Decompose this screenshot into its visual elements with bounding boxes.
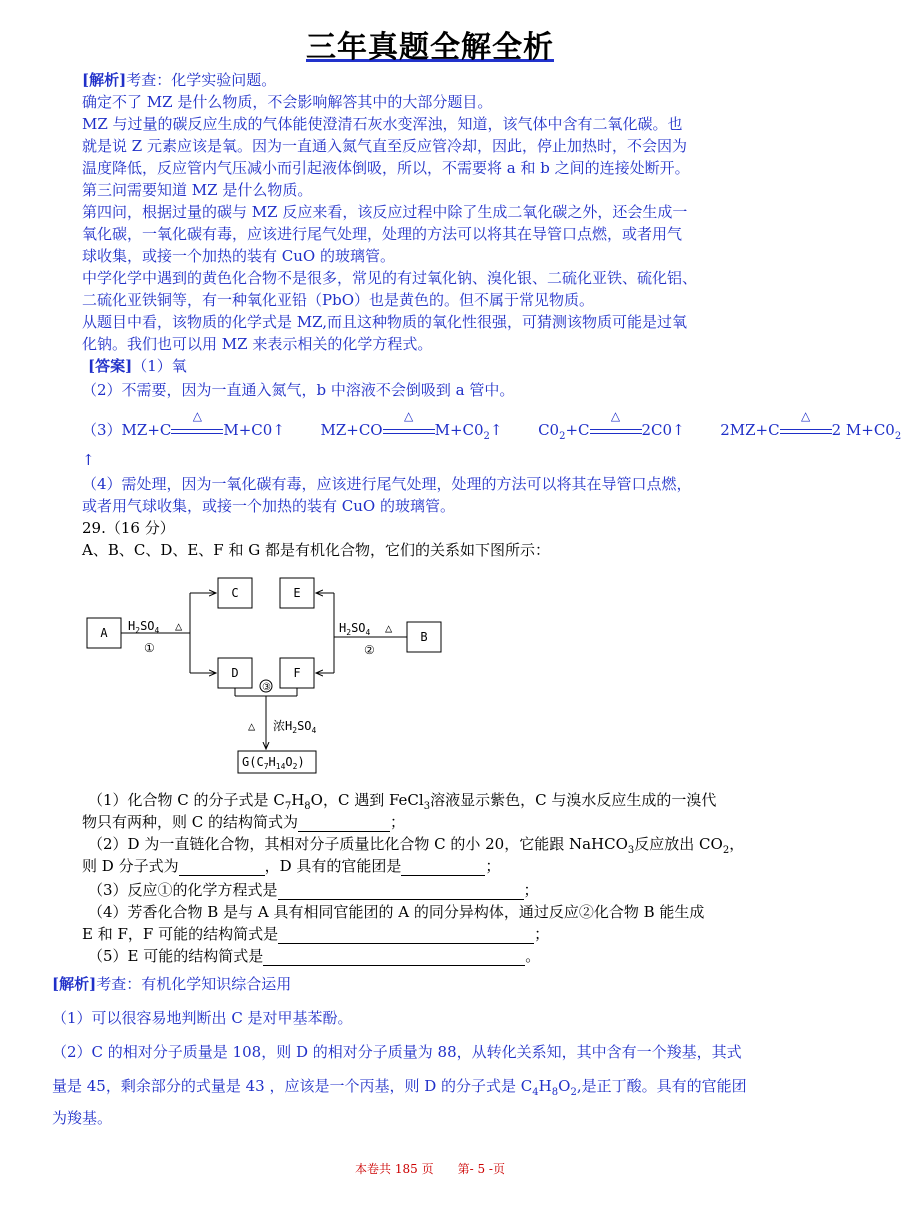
analysis-paragraph: 第四问，根据过量的碳与 MZ 反应来看，该反应过程中除了生成二氧化碳之外，还会生成一 bbox=[82, 203, 688, 221]
analysis-paragraph: 氧化碳，一氧化碳有毒，应该进行尾气处理，处理的方法可以将其在导管口点燃，或者用气 bbox=[82, 225, 683, 243]
heat-condition: △ bbox=[171, 422, 223, 440]
subquestion-4-cont: E 和 F，F 可能的结构简式是 ； bbox=[82, 925, 550, 943]
subquestion-1-cont: 物只有两种，则 C 的结构简式为 ； bbox=[82, 813, 406, 831]
answer-line bbox=[88, 356, 187, 376]
answer-2: （2）不需要，因为一直通入氮气，b 中溶液不会倒吸到 a 管中。 bbox=[82, 381, 515, 399]
analysis-paragraph: 从题目中看，该物质的化学式是 MZ,而且这种物质的氧化性很强，可猜测该物质可能是过氧 bbox=[82, 313, 688, 331]
heat-condition: △ bbox=[590, 422, 642, 440]
equation-2-left: MZ+CO bbox=[320, 421, 383, 439]
analysis-2-a1: （1）可以很容易地判断出 C 是对甲基苯酚。 bbox=[52, 1009, 353, 1027]
subquestion-1: （1）化合物 C 的分子式是 $C_7H_8O$，C 遇到 FeCl$_3$溶液显示紫色，C 与溴水反应生成的一溴代 bbox=[88, 791, 717, 812]
analysis-2-a2: （2）C 的相对分子质量是 108，则 D 的相对分子质量为 88，从转化关系知，其中含有一个羧基，其式 bbox=[52, 1043, 742, 1061]
analysis-line bbox=[82, 70, 276, 90]
label-B: B bbox=[420, 630, 428, 644]
analysis-paragraph: 化钠。我们也可以用 MZ 来表示相关的化学方程式。 bbox=[82, 335, 433, 353]
subquestion-3: （3）反应①的化学方程式是 ； bbox=[88, 881, 539, 899]
answer-blank[interactable] bbox=[401, 859, 485, 876]
answer-4-cont: 或者用气球收集，或接一个加热的装有 CuO 的玻璃管。 bbox=[82, 497, 455, 515]
analysis-2-intro: 考查：有机化学知识综合运用 bbox=[96, 975, 292, 993]
label-C: C bbox=[231, 586, 239, 600]
equation-4-right: 2 M+C0 bbox=[831, 421, 895, 439]
analysis-paragraph: 中学化学中遇到的黄色化合物不是很多，常见的有过氧化钠、溴化银、二硫化亚铁、硫化铝、 bbox=[82, 269, 698, 287]
subquestion-2: （2）D 为一直链化合物，其相对分子质量比化合物 C 的小 20，它能跟 NaHCO$_3$反应放出 $CO_2$， bbox=[88, 835, 745, 856]
header-title: 三年真题全解全析 bbox=[306, 30, 554, 65]
answer-3-equations: （3）MZ+C △ M+C0↑ MZ+CO △ $M+C0_2↑$ $C0_2+C$ △ 2C0↑ 2MZ+C △ 2 $M+C0_2$ bbox=[82, 409, 901, 442]
question-number: 29.（16 分） bbox=[82, 519, 175, 537]
heat-symbol-1: △ bbox=[175, 619, 183, 633]
reagent-h2so4-1: $H_2SO_4$ bbox=[128, 619, 160, 635]
answer-3-label: （3） bbox=[82, 421, 122, 439]
answer-4: （4）需处理，因为一氧化碳有毒，应该进行尾气处理，处理的方法可以将其在导管口点燃， bbox=[82, 475, 692, 493]
equation-1-right: M+C0↑ bbox=[223, 421, 285, 439]
equation-1-left: MZ+C bbox=[121, 421, 172, 439]
answer-tag: [答案] bbox=[88, 357, 133, 375]
subquestion-4: （4）芳香化合物 B 是与 A 具有相同官能团的 A 的同分异构体，通过反应②化合物 B 能生成 bbox=[88, 903, 705, 921]
analysis-2-tag: [解析] bbox=[52, 975, 97, 993]
analysis-tag: [解析] bbox=[82, 71, 127, 89]
analysis-2-a2-cont: 量是 45，剩余部分的式量是 43 ，应该是一个丙基，则 D 的分子式是 $C_4H_8O_2$,是正丁酸。具有的官能团 bbox=[52, 1077, 747, 1098]
analysis-paragraph: MZ 与过量的碳反应生成的气体能使澄清石灰水变浑浊，知道，该气体中含有二氧化碳。也 bbox=[82, 115, 683, 133]
equation-3-left: C0 bbox=[538, 421, 560, 439]
page-header bbox=[0, 22, 860, 66]
heat-condition: △ bbox=[780, 422, 832, 440]
analysis-paragraph: 就是说 Z 元素应该是氧。因为一直通入氮气直至反应管冷却，因此，停止加热时，不会因为 bbox=[82, 137, 687, 155]
subquestion-2-cont: 则 D 分子式为 ，D 具有的官能团是 ； bbox=[82, 857, 501, 875]
answer-blank[interactable] bbox=[179, 859, 265, 876]
reagent-h2so4-2: $H_2SO_4$ bbox=[339, 621, 371, 637]
page-footer bbox=[0, 1160, 860, 1177]
question-stem: A、B、C、D、E、F 和 G 都是有机化合物，它们的关系如下图所示： bbox=[82, 541, 551, 559]
heat-symbol-2: △ bbox=[385, 621, 393, 635]
heat-symbol-3: △ bbox=[248, 719, 256, 733]
footer-total-pages: 本卷共 185 页 bbox=[355, 1162, 434, 1176]
label-F: F bbox=[293, 666, 301, 680]
footer-page-number: 第- 5 -页 bbox=[457, 1162, 505, 1176]
reaction-3-label: ③ bbox=[262, 682, 271, 693]
analysis-2-a2-end: 为羧基。 bbox=[52, 1109, 113, 1127]
label-A: A bbox=[100, 626, 108, 640]
equation-4-left: 2MZ+C bbox=[720, 421, 780, 439]
analysis-paragraph: 球收集，或接一个加热的装有 CuO 的玻璃管。 bbox=[82, 247, 395, 265]
reaction-2-label: ② bbox=[364, 643, 375, 657]
analysis-paragraph: 确定不了 MZ 是什么物质，不会影响解答其中的大部分题目。 bbox=[82, 93, 493, 111]
label-E: E bbox=[293, 586, 301, 600]
label-G: $G(C_7H_{14}O_2)$ bbox=[242, 755, 305, 771]
answer-blank[interactable] bbox=[278, 927, 534, 944]
analysis-paragraph: 二硫化亚铁铜等，有一种氧化亚铅（PbO）也是黄色的。但不属于常见物质。 bbox=[82, 291, 594, 309]
subquestion-5: （5）E 可能的结构简式是 。 bbox=[88, 947, 541, 965]
analysis-intro: 考查：化学实验问题。 bbox=[126, 71, 277, 89]
reaction-diagram bbox=[80, 570, 460, 780]
reaction-1-label: ① bbox=[144, 641, 155, 655]
analysis-2-line bbox=[52, 974, 291, 994]
label-D: D bbox=[231, 666, 239, 680]
heat-condition: △ bbox=[383, 422, 435, 440]
answer-blank[interactable] bbox=[278, 883, 524, 900]
answer-1: （1）氧 bbox=[132, 357, 187, 375]
reagent-conc-h2so4: 浓$H_2SO_4$ bbox=[273, 719, 317, 735]
equation-3-right: 2C0↑ bbox=[641, 421, 685, 439]
answer-blank[interactable] bbox=[298, 815, 390, 832]
analysis-paragraph: 第三问需要知道 MZ 是什么物质。 bbox=[82, 181, 313, 199]
analysis-paragraph: 温度降低，反应管内气压减小而引起液体倒吸，所以，不需要将 a 和 b 之间的连接处断开。 bbox=[82, 159, 690, 177]
answer-blank[interactable] bbox=[263, 949, 525, 966]
answer-3-arrow: ↑ bbox=[82, 451, 95, 469]
equation-2-right: M+C0 bbox=[434, 421, 484, 439]
